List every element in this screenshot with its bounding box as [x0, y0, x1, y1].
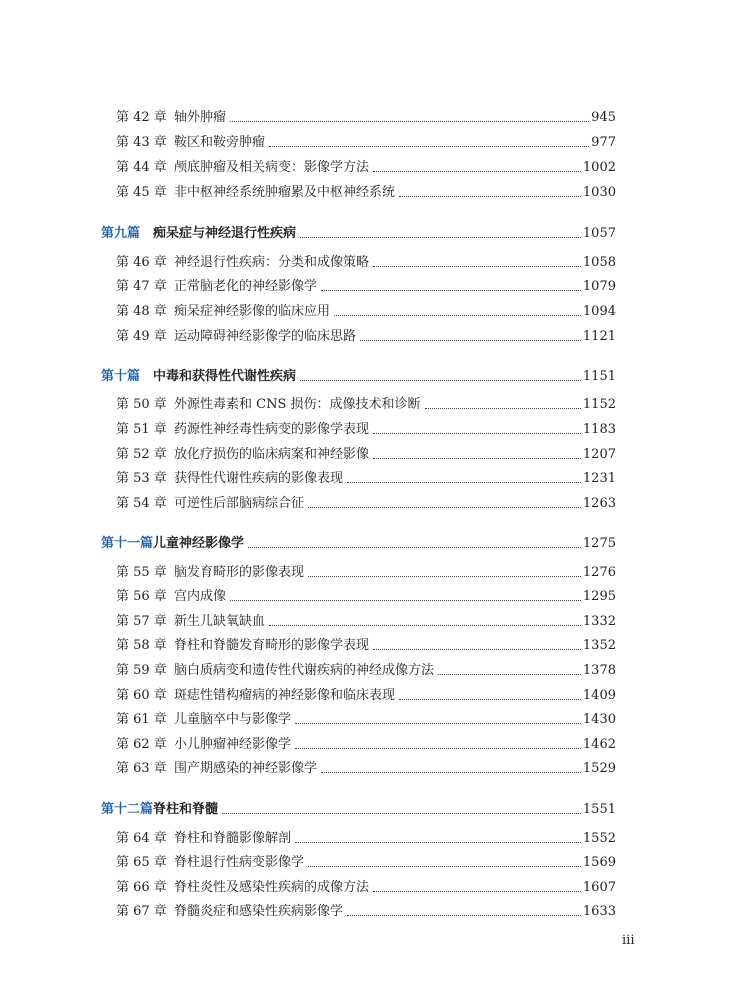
chapter-number: 第 62 章: [116, 737, 167, 752]
page-number: 1152: [582, 397, 616, 412]
dot-leader: [347, 482, 581, 483]
page-number: 1207: [582, 447, 616, 462]
dot-leader: [399, 699, 581, 700]
toc-entry[interactable]: [116, 610, 616, 630]
page-number: 1002: [582, 160, 616, 175]
chapter-number: 第 48 章: [116, 304, 167, 319]
chapter-title: 脊柱和脊髓影像解剖: [174, 831, 292, 846]
dot-leader: [248, 547, 581, 548]
chapter-title: 脊柱和脊髓发育畸形的影像学表现: [174, 638, 370, 653]
dot-leader: [373, 458, 581, 459]
chapter-number: 第 57 章: [116, 614, 167, 629]
toc-entry[interactable]: [116, 181, 616, 201]
chapter-title: 正常脑老化的神经影像学: [174, 279, 318, 294]
page-number: 1552: [582, 831, 616, 846]
page-number: 945: [591, 110, 616, 125]
chapter-number: 第 51 章: [116, 422, 167, 437]
chapter-title: 神经退行性疾病：分类和成像策略: [174, 255, 370, 270]
toc-entry[interactable]: [116, 757, 616, 777]
chapter-number: 第 63 章: [116, 761, 167, 776]
page-number: 1231: [582, 471, 616, 486]
dot-leader: [373, 433, 581, 434]
part-title: 儿童神经影像学: [153, 536, 245, 551]
toc-entry[interactable]: [116, 561, 616, 581]
toc-entry[interactable]: [116, 827, 616, 847]
page-number: 1151: [582, 369, 616, 384]
page-number: 1607: [582, 880, 616, 895]
chapter-title: 脊柱炎性及感染性疾病的成像方法: [174, 880, 370, 895]
toc-entry[interactable]: [116, 156, 616, 176]
toc-entry[interactable]: [116, 443, 616, 463]
chapter-number: 第 64 章: [116, 831, 167, 846]
toc-part-heading[interactable]: [101, 532, 616, 552]
dot-leader: [399, 196, 581, 197]
dot-leader: [230, 600, 581, 601]
toc-entry[interactable]: [116, 418, 616, 438]
part-title: 中毒和获得性代谢性疾病: [153, 369, 297, 384]
dot-leader: [373, 649, 581, 650]
chapter-number: 第 46 章: [116, 255, 167, 270]
toc-part-heading[interactable]: [101, 365, 616, 385]
page-folio: iii: [622, 933, 635, 948]
toc-entry[interactable]: [116, 659, 616, 679]
page-number: 1057: [582, 226, 616, 241]
toc-entry[interactable]: [116, 585, 616, 605]
chapter-number: 第 49 章: [116, 329, 167, 344]
dot-leader: [269, 625, 581, 626]
toc-entry[interactable]: [116, 393, 616, 413]
chapter-title: 脑发育畸形的影像表现: [174, 565, 305, 580]
page-number: 1263: [582, 496, 616, 511]
chapter-title: 新生儿缺氧缺血: [174, 614, 266, 629]
chapter-number: 第 58 章: [116, 638, 167, 653]
dot-leader: [300, 237, 581, 238]
dot-leader: [308, 507, 581, 508]
toc-entry[interactable]: [116, 684, 616, 704]
page-number: 1462: [582, 737, 616, 752]
toc-part-heading[interactable]: [101, 798, 616, 818]
page-number: 1094: [582, 304, 616, 319]
chapter-number: 第 42 章: [116, 110, 167, 125]
page-number: 1430: [582, 712, 616, 727]
toc-entry[interactable]: [116, 300, 616, 320]
part-title: 脊柱和脊髓: [153, 802, 219, 817]
dot-leader: [295, 723, 581, 724]
chapter-title: 轴外肿瘤: [174, 110, 227, 125]
toc-part-heading[interactable]: [101, 222, 616, 242]
chapter-number: 第 45 章: [116, 185, 167, 200]
chapter-title: 外源性毒素和 CNS 损伤：成像技术和诊断: [174, 397, 421, 412]
part-number: 第十一篇: [101, 536, 154, 551]
dot-leader: [295, 748, 581, 749]
chapter-title: 儿童脑卒中与影像学: [174, 712, 292, 727]
dot-leader: [360, 340, 581, 341]
chapter-title: 放化疗损伤的临床病案和神经影像: [174, 447, 370, 462]
page-number: 1569: [582, 855, 616, 870]
dot-leader: [308, 576, 581, 577]
dot-leader: [334, 315, 581, 316]
dot-leader: [321, 772, 581, 773]
page-number: 1183: [582, 422, 616, 437]
chapter-title: 小儿肿瘤神经影像学: [174, 737, 292, 752]
page-number: 1121: [582, 329, 616, 344]
toc-entry[interactable]: [116, 251, 616, 271]
toc-entry[interactable]: [116, 467, 616, 487]
toc-entry[interactable]: [116, 106, 616, 126]
chapter-number: 第 43 章: [116, 135, 167, 150]
chapter-title: 运动障碍神经影像学的临床思路: [174, 329, 357, 344]
dot-leader: [425, 408, 581, 409]
chapter-title: 脊柱退行性病变影像学: [174, 855, 305, 870]
page-number: 1058: [582, 255, 616, 270]
chapter-number: 第 55 章: [116, 565, 167, 580]
chapter-title: 药源性神经毒性病变的影像学表现: [174, 422, 370, 437]
part-number: 第十二篇: [101, 802, 154, 817]
toc-entry[interactable]: [116, 275, 616, 295]
chapter-number: 第 52 章: [116, 447, 167, 462]
page-number: 1276: [582, 565, 616, 580]
chapter-title: 颅底肿瘤及相关病变：影像学方法: [174, 160, 370, 175]
dot-leader: [269, 146, 589, 147]
part-title: 痴呆症与神经退行性疾病: [153, 226, 297, 241]
part-number: 第十篇: [101, 369, 141, 384]
chapter-title: 脑白质病变和遗传性代谢疾病的神经成像方法: [174, 663, 435, 678]
chapter-title: 宫内成像: [174, 589, 227, 604]
chapter-title: 鞍区和鞍旁肿瘤: [174, 135, 266, 150]
chapter-number: 第 67 章: [116, 904, 167, 919]
dot-leader: [321, 290, 581, 291]
page-number: 977: [591, 135, 616, 150]
toc-entry[interactable]: [116, 876, 616, 896]
chapter-number: 第 50 章: [116, 397, 167, 412]
dot-leader: [300, 380, 581, 381]
toc-entry[interactable]: [116, 131, 616, 151]
page-number: 1332: [582, 614, 616, 629]
chapter-title: 获得性代谢性疾病的影像表现: [174, 471, 344, 486]
page-number: 1409: [582, 688, 616, 703]
page-number: 1551: [582, 802, 616, 817]
toc-entry[interactable]: [116, 634, 616, 654]
dot-leader: [230, 121, 589, 122]
chapter-number: 第 65 章: [116, 855, 167, 870]
dot-leader: [438, 674, 581, 675]
page-number: 1529: [582, 761, 616, 776]
page-number: 1079: [582, 279, 616, 294]
chapter-number: 第 53 章: [116, 471, 167, 486]
page-number: 1352: [582, 638, 616, 653]
dot-leader: [222, 813, 581, 814]
dot-leader: [373, 266, 581, 267]
chapter-number: 第 59 章: [116, 663, 167, 678]
chapter-number: 第 47 章: [116, 279, 167, 294]
page-number: 1275: [582, 536, 616, 551]
toc-entry[interactable]: [116, 325, 616, 345]
dot-leader: [347, 915, 581, 916]
toc-entry[interactable]: [116, 492, 616, 512]
toc-entry[interactable]: [116, 900, 616, 920]
dot-leader: [308, 866, 581, 867]
part-number: 第九篇: [101, 226, 141, 241]
dot-leader: [373, 891, 581, 892]
page-number: 1378: [582, 663, 616, 678]
chapter-number: 第 61 章: [116, 712, 167, 727]
toc-entry[interactable]: [116, 851, 616, 871]
chapter-title: 脊髓炎症和感染性疾病影像学: [174, 904, 344, 919]
chapter-number: 第 44 章: [116, 160, 167, 175]
toc-entry[interactable]: [116, 733, 616, 753]
chapter-number: 第 60 章: [116, 688, 167, 703]
page-number: 1633: [582, 904, 616, 919]
page-number: 1295: [582, 589, 616, 604]
page-number: 1030: [582, 185, 616, 200]
chapter-title: 可逆性后部脑病综合征: [174, 496, 305, 511]
dot-leader: [295, 842, 581, 843]
chapter-title: 围产期感染的神经影像学: [174, 761, 318, 776]
chapter-number: 第 56 章: [116, 589, 167, 604]
chapter-number: 第 54 章: [116, 496, 167, 511]
chapter-title: 斑痣性错构瘤病的神经影像和临床表现: [174, 688, 396, 703]
chapter-title: 痴呆症神经影像的临床应用: [174, 304, 331, 319]
toc-entry[interactable]: [116, 708, 616, 728]
chapter-number: 第 66 章: [116, 880, 167, 895]
dot-leader: [373, 171, 581, 172]
chapter-title: 非中枢神经系统肿瘤累及中枢神经系统: [174, 185, 396, 200]
